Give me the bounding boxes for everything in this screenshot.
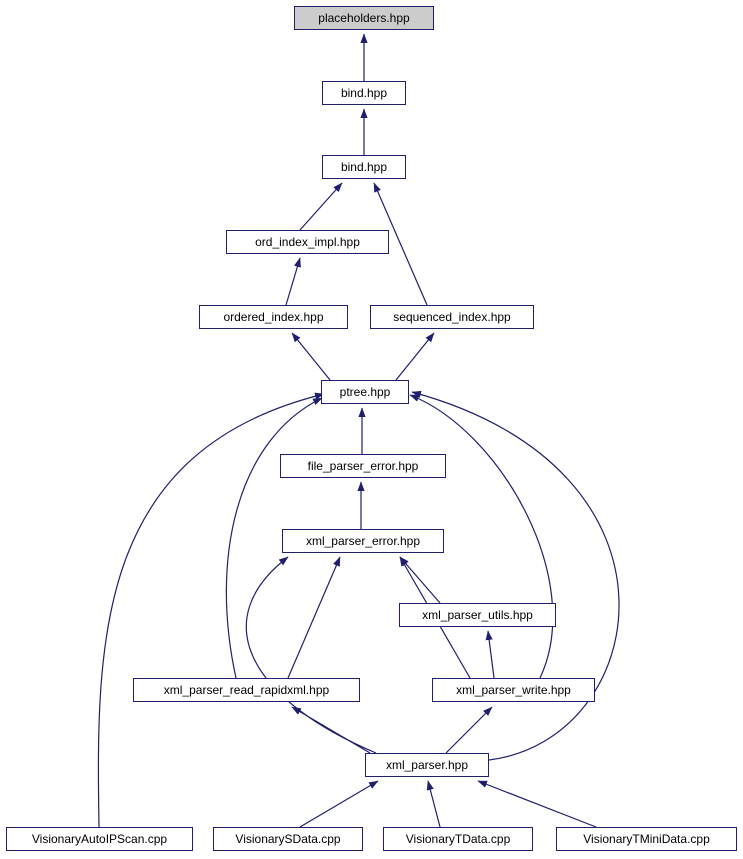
- edge-ptree-sequencedindex: [396, 333, 434, 380]
- node-xml-parser-error-hpp[interactable]: [282, 529, 444, 553]
- node-label: xml_parser_error.hpp: [305, 534, 421, 548]
- edge-tminidata-xmlparser: [478, 781, 596, 827]
- edge-sdata-xmlparser: [300, 781, 378, 827]
- edge-rapidxml-xmlparsererror: [288, 557, 340, 678]
- node-placeholders-hpp[interactable]: [294, 6, 434, 30]
- node-label: ordered_index.hpp: [223, 310, 324, 324]
- node-label: VisionaryTData.cpp: [405, 832, 511, 846]
- node-label: bind.hpp: [340, 160, 388, 174]
- node-label: ptree.hpp: [339, 385, 391, 399]
- node-label: bind.hpp: [340, 86, 388, 100]
- node-label: VisionarySData.cpp: [235, 832, 341, 846]
- edge-xmlparser-xmlparsererror: [246, 557, 376, 753]
- node-label: file_parser_error.hpp: [307, 459, 419, 473]
- edge-xmlparserutils-xmlparsererror: [400, 557, 440, 603]
- node-visionary-t-data-cpp[interactable]: [383, 827, 533, 851]
- node-visionary-t-mini-data-cpp[interactable]: [556, 827, 737, 851]
- node-label: xml_parser.hpp: [385, 758, 469, 772]
- node-label: VisionaryAutoIPScan.cpp: [31, 832, 168, 846]
- node-xml-parser-utils-hpp[interactable]: [399, 603, 556, 627]
- node-xml-parser-read-rapidxml-hpp[interactable]: [133, 678, 360, 702]
- edge-orderedindex-ordindeximpl: [286, 258, 300, 305]
- edge-xmlparser-ptree: [412, 392, 619, 760]
- edge-xmlparserwrite-xmlparserutils: [488, 631, 494, 678]
- node-xml-parser-write-hpp[interactable]: [432, 678, 595, 702]
- node-label: xml_parser_write.hpp: [456, 683, 571, 697]
- node-label: xml_parser_read_rapidxml.hpp: [163, 683, 330, 697]
- node-label: sequenced_index.hpp: [393, 310, 511, 324]
- edge-tdata-xmlparser: [428, 781, 440, 827]
- edge-ordindeximpl-bind2: [300, 183, 342, 230]
- node-ord-index-impl-hpp[interactable]: [226, 230, 389, 254]
- node-visionary-s-data-cpp[interactable]: [213, 827, 363, 851]
- node-bind-hpp-2[interactable]: [322, 155, 406, 179]
- node-bind-hpp-1[interactable]: [322, 81, 406, 105]
- node-label: xml_parser_utils.hpp: [422, 608, 533, 622]
- node-label: ord_index_impl.hpp: [255, 235, 360, 249]
- node-ptree-hpp[interactable]: [321, 380, 409, 404]
- node-sequenced-index-hpp[interactable]: [370, 305, 534, 329]
- node-label: VisionaryTMiniData.cpp: [583, 832, 710, 846]
- node-label: placeholders.hpp: [318, 11, 410, 25]
- edge-ptree-orderedindex: [292, 333, 330, 380]
- edge-xmlparser-rapidxml: [292, 707, 370, 753]
- edge-xmlparser-xmlparserwrite: [446, 707, 492, 753]
- node-visionary-auto-ip-scan-cpp[interactable]: [6, 827, 193, 851]
- node-xml-parser-hpp[interactable]: [365, 753, 489, 777]
- node-file-parser-error-hpp[interactable]: [280, 454, 446, 478]
- node-ordered-index-hpp[interactable]: [199, 305, 348, 329]
